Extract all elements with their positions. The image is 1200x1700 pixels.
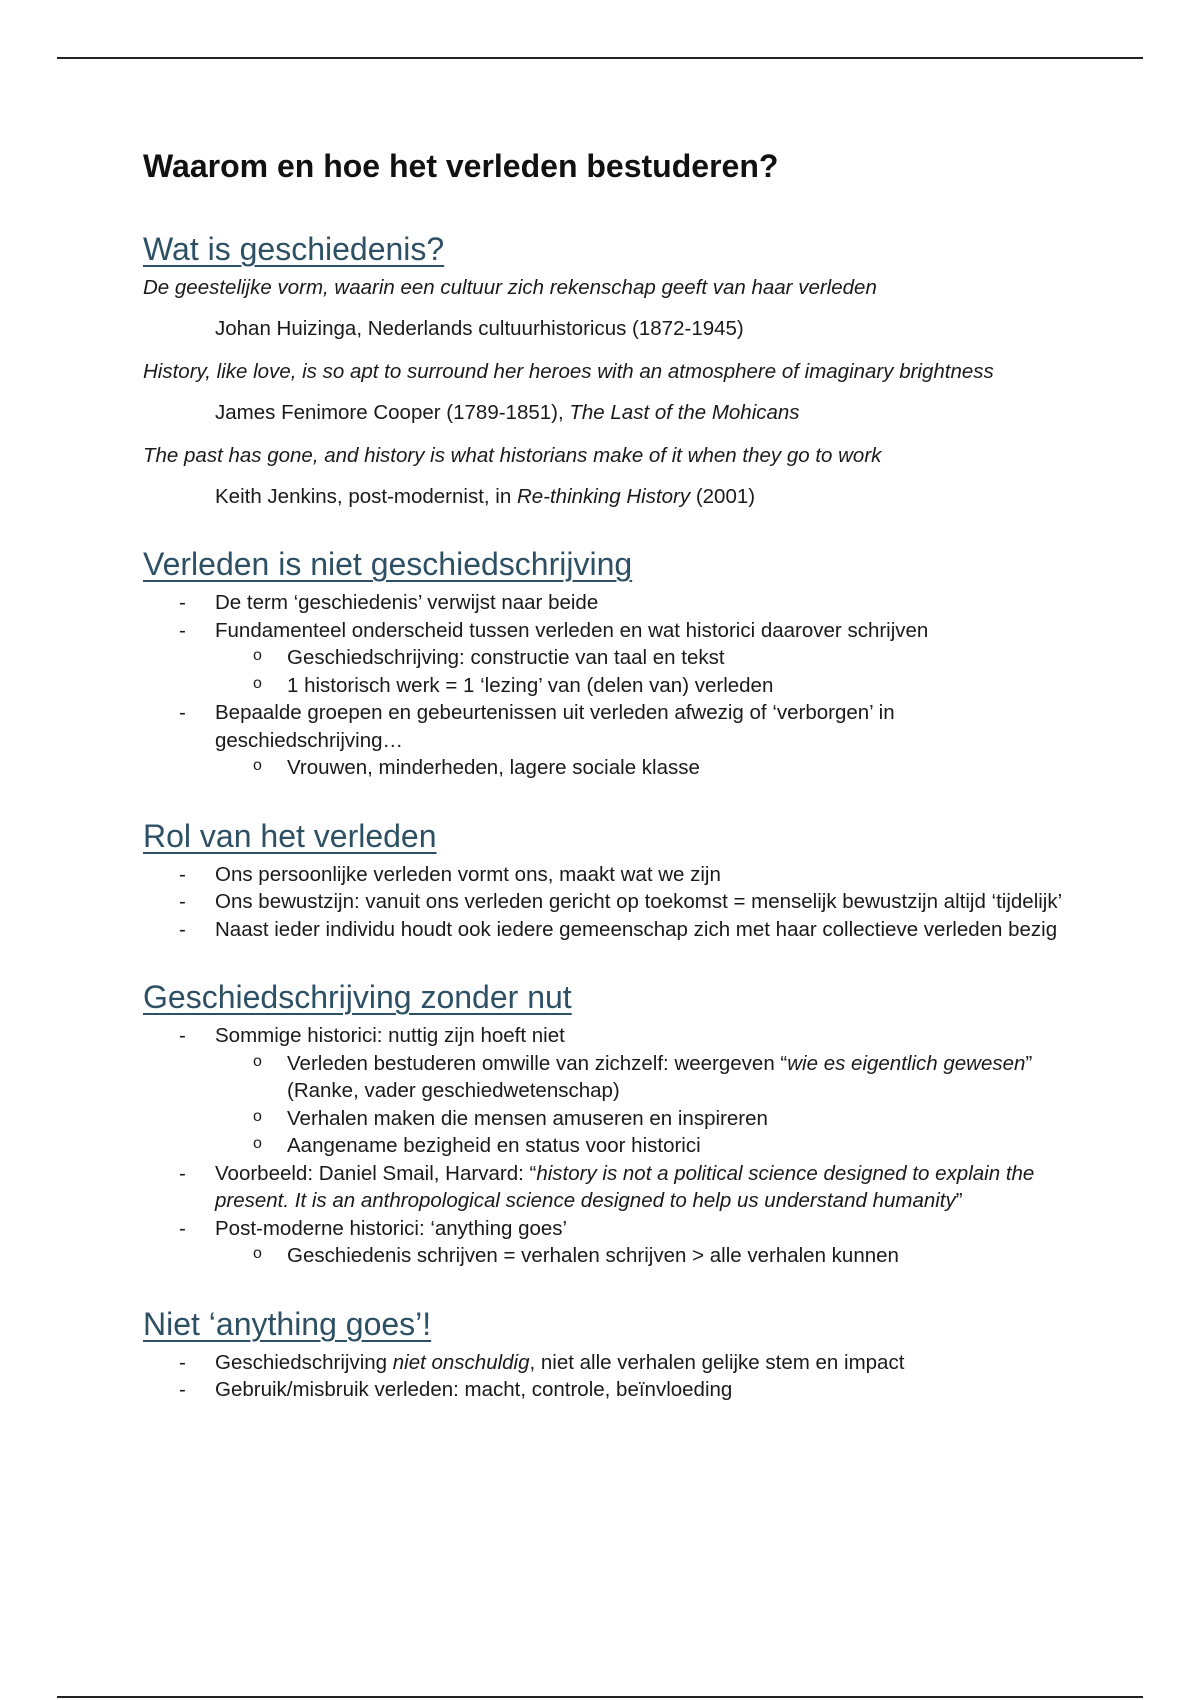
source-jenkins: Keith Jenkins, post-modernist, in Re-thinking History (2001) — [215, 485, 756, 508]
list-subitem: o Vrouwen, minderheden, lagere sociale klasse — [143, 754, 1063, 782]
list-subitem: o Aangename bezigheid en status voor historici — [143, 1132, 1063, 1160]
list-item: - Post-moderne historici: ‘anything goes’ — [143, 1215, 1063, 1243]
list-subitem: o Geschiedenis schrijven = verhalen schrijven > alle verhalen kunnen — [143, 1242, 1063, 1270]
list-item: - Fundamenteel onderscheid tussen verleden en wat historici daarover schrijven — [143, 617, 1063, 645]
section-verleden-niet-geschiedschrijving — [143, 546, 1063, 782]
section-geschiedschrijving-zonder-nut — [143, 979, 1063, 1270]
document-title: Waarom en hoe het verleden bestuderen? — [143, 148, 779, 184]
section-heading: Niet ‘anything goes’! — [143, 1305, 432, 1342]
quote-huizinga: De geestelijke vorm, waarin een cultuur zich rekenschap geeft van haar verleden — [143, 276, 877, 299]
top-rule — [57, 57, 1143, 59]
bullet-list — [143, 589, 1063, 782]
list-item: - Geschiedschrijving niet onschuldig, niet alle verhalen gelijke stem en impact — [143, 1349, 1063, 1377]
bottom-rule — [57, 1696, 1143, 1698]
source-huizinga: Johan Huizinga, Nederlands cultuurhistoricus (1872-1945) — [215, 317, 744, 340]
section-niet-anything-goes — [143, 1306, 1063, 1404]
list-subitem: o 1 historisch werk = 1 ‘lezing’ van (delen van) verleden — [143, 672, 1063, 700]
list-item: - Bepaalde groepen en gebeurtenissen uit verleden afwezig of ‘verborgen’ in geschiedschrijving… — [143, 699, 1063, 754]
section-heading: Wat is geschiedenis? — [143, 231, 445, 267]
list-subitem: o Verleden bestuderen omwille van zichzelf: weergeven “wie es eigentlich gewesen” (Ranke, vader geschiedwetenschap) — [143, 1050, 1063, 1105]
bullet-list — [143, 1349, 1063, 1404]
list-subitem: o Geschiedschrijving: constructie van taal en tekst — [143, 644, 1063, 672]
section-heading: Geschiedschrijving zonder nut — [143, 979, 572, 1015]
quote-jenkins: The past has gone, and history is what historians make of it when they go to work — [143, 444, 882, 467]
section-heading: Rol van het verleden — [143, 817, 437, 854]
list-item: - De term ‘geschiedenis’ verwijst naar beide — [143, 589, 1063, 617]
bullet-list — [143, 1022, 1063, 1270]
quote-cooper: History, like love, is so apt to surround her heroes with an atmosphere of imaginary brightness — [143, 360, 994, 383]
list-subitem: o Verhalen maken die mensen amuseren en inspireren — [143, 1105, 1063, 1133]
list-item: - Voorbeeld: Daniel Smail, Harvard: “history is not a political science designed to explain the present. It is an anthropological science designed to help us understand humanity” — [143, 1160, 1063, 1215]
section-heading: Verleden is niet geschiedschrijving — [143, 546, 633, 582]
list-item: - Naast ieder individu houdt ook iedere gemeenschap zich met haar collectieve verleden bezig — [143, 916, 1063, 944]
list-item: - Ons persoonlijke verleden vormt ons, maakt wat we zijn — [143, 861, 1063, 889]
section-wat-is-geschiedenis — [143, 231, 1063, 510]
document-page — [143, 138, 1063, 1440]
list-item: - Ons bewustzijn: vanuit ons verleden gericht op toekomst = menselijk bewustzijn altijd ‘tijdelijk’ — [143, 888, 1063, 916]
bullet-list — [143, 861, 1063, 944]
source-cooper: James Fenimore Cooper (1789-1851), The Last of the Mohicans — [215, 401, 800, 424]
section-rol-van-het-verleden — [143, 818, 1063, 944]
list-item: - Sommige historici: nuttig zijn hoeft niet — [143, 1022, 1063, 1050]
list-item: - Gebruik/misbruik verleden: macht, controle, beïnvloeding — [143, 1376, 1063, 1404]
